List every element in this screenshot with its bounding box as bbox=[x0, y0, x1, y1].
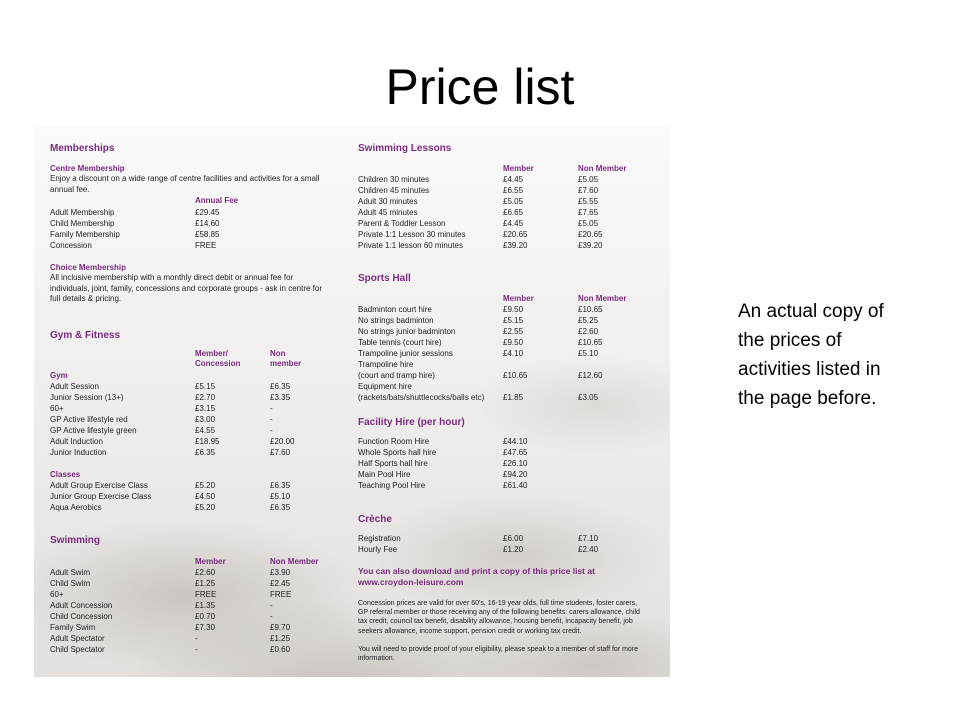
swimming-member-header: Member bbox=[195, 557, 226, 566]
row-non-member-price: £5.05 bbox=[578, 219, 599, 228]
table-row bbox=[50, 414, 350, 425]
sports-hall-heading: Sports Hall bbox=[358, 273, 411, 284]
row-non-member-price: £7.60 bbox=[578, 186, 599, 195]
row-non-member-price: £5.25 bbox=[578, 316, 599, 325]
table-row bbox=[358, 359, 658, 370]
row-non-member-price: - bbox=[270, 612, 273, 621]
row-member-price: £2.55 bbox=[503, 327, 524, 336]
row-label: Adult Swim bbox=[50, 568, 91, 577]
gym-non-member-header: Non member bbox=[270, 349, 302, 368]
row-label: Adult Spectator bbox=[50, 634, 105, 643]
row-label: Family Membership bbox=[50, 230, 120, 239]
table-row bbox=[50, 240, 350, 251]
table-row bbox=[358, 229, 658, 240]
table-row bbox=[50, 622, 350, 633]
row-label: Function Room Hire bbox=[358, 437, 430, 446]
table-row bbox=[358, 447, 658, 458]
table-row bbox=[50, 436, 350, 447]
row-member-price: £9.50 bbox=[503, 305, 524, 314]
row-non-member-price: £6.35 bbox=[270, 503, 291, 512]
table-row bbox=[358, 315, 658, 326]
row-member-price: £10.65 bbox=[503, 371, 528, 380]
row-non-member-price: - bbox=[270, 426, 273, 435]
row-member-price: £5.20 bbox=[195, 503, 216, 512]
row-member-price: £9.50 bbox=[503, 338, 524, 347]
row-member-price: - bbox=[195, 645, 198, 654]
row-label: (rackets/bats/shuttlecocks/balls etc) bbox=[358, 393, 485, 402]
row-non-member-price: £2.40 bbox=[578, 545, 599, 554]
table-row bbox=[50, 425, 350, 436]
row-label: Teaching Pool Hire bbox=[358, 481, 426, 490]
row-member-price: £39.20 bbox=[503, 241, 528, 250]
row-non-member-price: £12.60 bbox=[578, 371, 603, 380]
row-member-price: £6.35 bbox=[195, 448, 216, 457]
row-member-price: £3.15 bbox=[195, 404, 216, 413]
swimming-heading: Swimming bbox=[50, 535, 101, 546]
table-row bbox=[358, 480, 658, 491]
row-non-member-price: £9.70 bbox=[270, 623, 291, 632]
row-member-price: £6.65 bbox=[503, 208, 524, 217]
row-member-price: £4.45 bbox=[503, 219, 524, 228]
row-price: £26.10 bbox=[503, 459, 528, 468]
row-non-member-price: £0.60 bbox=[270, 645, 291, 654]
row-label: Adult 30 minutes bbox=[358, 197, 418, 206]
row-member-price: £1.20 bbox=[503, 545, 524, 554]
table-row bbox=[50, 392, 350, 403]
table-row bbox=[50, 502, 350, 513]
table-row bbox=[358, 469, 658, 480]
table-row bbox=[50, 611, 350, 622]
row-label: Trampoline hire bbox=[358, 360, 414, 369]
table-row bbox=[358, 240, 658, 251]
row-label: Private 1:1 Lesson 30 minutes bbox=[358, 230, 466, 239]
row-non-member-price: £20.00 bbox=[270, 437, 295, 446]
row-member-price: £1.25 bbox=[195, 579, 216, 588]
row-label: Child Concession bbox=[50, 612, 113, 621]
slide-caption: An actual copy of the prices of activities listed in the page before. bbox=[738, 301, 884, 409]
row-non-member-price: £3.05 bbox=[578, 393, 599, 402]
row-label: Adult Session bbox=[50, 382, 99, 391]
row-label: No strings junior badminton bbox=[358, 327, 456, 336]
row-non-member-price: £6.35 bbox=[270, 382, 291, 391]
row-non-member-price: £5.10 bbox=[270, 492, 291, 501]
row-label: Whole Sports hall hire bbox=[358, 448, 437, 457]
table-row bbox=[358, 326, 658, 337]
row-label: Hourly Fee bbox=[358, 545, 398, 554]
row-price: £94.20 bbox=[503, 470, 528, 479]
row-member-price: £18.95 bbox=[195, 437, 220, 446]
table-row bbox=[50, 480, 350, 491]
row-label: Registration bbox=[358, 534, 401, 543]
table-row bbox=[50, 567, 350, 578]
row-non-member-price: £3.35 bbox=[270, 393, 291, 402]
table-row bbox=[50, 207, 350, 218]
row-label: Adult Membership bbox=[50, 208, 115, 217]
table-row bbox=[50, 633, 350, 644]
row-price: £14.60 bbox=[195, 219, 220, 228]
download-note: You can also download and print a copy of this price list at www.croydon-leisure.com bbox=[358, 566, 595, 587]
row-member-price: £0.70 bbox=[195, 612, 216, 621]
table-row bbox=[358, 207, 658, 218]
table-row bbox=[358, 348, 658, 359]
table-row bbox=[358, 304, 658, 315]
row-price: £47.65 bbox=[503, 448, 528, 457]
table-row bbox=[358, 381, 658, 392]
choice-membership-heading: Choice Membership bbox=[50, 263, 127, 272]
row-non-member-price: £5.05 bbox=[578, 175, 599, 184]
row-non-member-price: £2.45 bbox=[270, 579, 291, 588]
row-non-member-price: £7.10 bbox=[578, 534, 599, 543]
table-row bbox=[50, 644, 350, 655]
row-member-price: £4.55 bbox=[195, 426, 216, 435]
row-label: GP Active lifestyle red bbox=[50, 415, 128, 424]
table-row bbox=[50, 589, 350, 600]
table-row bbox=[358, 370, 658, 381]
row-non-member-price: £3.90 bbox=[270, 568, 291, 577]
row-non-member-price: - bbox=[270, 601, 273, 610]
sports-hall-member-header: Member bbox=[503, 294, 534, 303]
row-label: Family Swim bbox=[50, 623, 96, 632]
row-price: £61.40 bbox=[503, 481, 528, 490]
centre-membership-description: Enjoy a discount on a wide range of centre facilities and activities for a small annual fee. bbox=[50, 174, 320, 194]
creche-heading: Crèche bbox=[358, 514, 392, 525]
row-label: Equipment hire bbox=[358, 382, 412, 391]
row-member-price: FREE bbox=[195, 590, 217, 599]
row-label: Adult 45 minutes bbox=[358, 208, 418, 217]
row-label: 60+ bbox=[50, 404, 64, 413]
row-member-price: £2.60 bbox=[195, 568, 216, 577]
table-row bbox=[358, 533, 658, 544]
table-row bbox=[358, 392, 658, 403]
row-price: £29.45 bbox=[195, 208, 220, 217]
table-row bbox=[50, 218, 350, 229]
row-non-member-price: £10.65 bbox=[578, 305, 603, 314]
row-member-price: £5.20 bbox=[195, 481, 216, 490]
row-label: Junior Induction bbox=[50, 448, 107, 457]
row-non-member-price: £1.25 bbox=[270, 634, 291, 643]
row-label: Junior Session (13+) bbox=[50, 393, 124, 402]
row-non-member-price: £7.60 bbox=[270, 448, 291, 457]
row-label: Adult Concession bbox=[50, 601, 113, 610]
row-label: (court and tramp hire) bbox=[358, 371, 435, 380]
row-label: Half Sports hall hire bbox=[358, 459, 428, 468]
row-member-price: £5.15 bbox=[195, 382, 216, 391]
row-label: Adult Group Exercise Class bbox=[50, 481, 148, 490]
table-row bbox=[50, 578, 350, 589]
table-row bbox=[358, 174, 658, 185]
table-row bbox=[50, 229, 350, 240]
row-non-member-price: £39.20 bbox=[578, 241, 603, 250]
row-member-price: £5.15 bbox=[503, 316, 524, 325]
row-member-price: £4.50 bbox=[195, 492, 216, 501]
row-price: £58.85 bbox=[195, 230, 220, 239]
row-label: 60+ bbox=[50, 590, 64, 599]
row-non-member-price: - bbox=[270, 415, 273, 424]
table-row bbox=[358, 436, 658, 447]
sports-hall-non-member-header: Non Member bbox=[578, 294, 627, 303]
row-member-price: £7.30 bbox=[195, 623, 216, 632]
row-non-member-price: - bbox=[270, 404, 273, 413]
swimming-non-member-header: Non Member bbox=[270, 557, 319, 566]
memberships-heading: Memberships bbox=[50, 143, 115, 154]
table-row bbox=[50, 491, 350, 502]
row-member-price: £4.10 bbox=[503, 349, 524, 358]
gym-fitness-heading: Gym & Fitness bbox=[50, 330, 121, 341]
row-label: Main Pool Hire bbox=[358, 470, 411, 479]
table-row bbox=[358, 218, 658, 229]
table-row bbox=[358, 196, 658, 207]
row-label: Trampoline junior sessions bbox=[358, 349, 453, 358]
table-row bbox=[358, 185, 658, 196]
facility-hire-heading: Facility Hire (per hour) bbox=[358, 417, 465, 428]
row-member-price: £1.85 bbox=[503, 393, 524, 402]
row-non-member-price: £7.65 bbox=[578, 208, 599, 217]
row-non-member-price: £10.65 bbox=[578, 338, 603, 347]
row-label: No strings badminton bbox=[358, 316, 434, 325]
row-member-price: £5.05 bbox=[503, 197, 524, 206]
table-row bbox=[50, 447, 350, 458]
row-label: GP Active lifestyle green bbox=[50, 426, 137, 435]
row-label: Child Membership bbox=[50, 219, 115, 228]
row-label: Table tennis (court hire) bbox=[358, 338, 442, 347]
row-label: Children 45 minutes bbox=[358, 186, 430, 195]
row-member-price: £4.45 bbox=[503, 175, 524, 184]
row-label: Parent & Toddler Lesson bbox=[358, 219, 446, 228]
row-non-member-price: £5.10 bbox=[578, 349, 599, 358]
gym-label: Gym bbox=[50, 371, 68, 380]
annual-fee-header: Annual Fee bbox=[195, 196, 239, 205]
row-member-price: £6.00 bbox=[503, 534, 524, 543]
row-label: Children 30 minutes bbox=[358, 175, 430, 184]
table-row bbox=[358, 544, 658, 555]
gym-member-header: Member/ Concession bbox=[195, 349, 241, 368]
row-member-price: £2.70 bbox=[195, 393, 216, 402]
table-row bbox=[358, 337, 658, 348]
table-row bbox=[50, 381, 350, 392]
table-row bbox=[50, 600, 350, 611]
row-non-member-price: £6.35 bbox=[270, 481, 291, 490]
row-label: Child Swim bbox=[50, 579, 91, 588]
row-member-price: £3.00 bbox=[195, 415, 216, 424]
row-member-price: £20.65 bbox=[503, 230, 528, 239]
row-member-price: - bbox=[195, 634, 198, 643]
lessons-member-header: Member bbox=[503, 164, 534, 173]
row-label: Adult Induction bbox=[50, 437, 103, 446]
choice-membership-description: All inclusive membership with a monthly direct debit or annual fee for individuals, joint, family, concessions and corporate groups - ask in centre for full details & pricing. bbox=[50, 273, 322, 303]
row-price: £44.10 bbox=[503, 437, 528, 446]
row-label: Junior Group Exercise Class bbox=[50, 492, 152, 501]
table-row bbox=[358, 458, 658, 469]
concession-note: Concession prices are valid for over 60's, 16-19 year olds, full time students, foster carers, GP referral member or those receiving any of the following benefits: carers allowance, child tax credit, council tax benefit, disability allowance, housing benefit, incapacity benefit, job seekers allowance, income support, pension credit or working tax credit. bbox=[358, 600, 640, 635]
proof-note: You will need to provide proof of your eligibility, please speak to a member of staff for more information. bbox=[358, 646, 639, 663]
lessons-non-member-header: Non Member bbox=[578, 164, 627, 173]
row-label: Badminton court hire bbox=[358, 305, 432, 314]
row-non-member-price: £5.55 bbox=[578, 197, 599, 206]
row-label: Private 1:1 lesson 60 minutes bbox=[358, 241, 463, 250]
centre-membership-heading: Centre Membership bbox=[50, 164, 125, 173]
row-non-member-price: £2.60 bbox=[578, 327, 599, 336]
classes-label: Classes bbox=[50, 470, 81, 479]
row-price: FREE bbox=[195, 241, 217, 250]
row-member-price: £6.55 bbox=[503, 186, 524, 195]
row-label: Aqua Aerobics bbox=[50, 503, 102, 512]
swimming-lessons-heading: Swimming Lessons bbox=[358, 143, 452, 154]
row-label: Concession bbox=[50, 241, 92, 250]
slide-title: Price list bbox=[385, 59, 575, 115]
row-non-member-price: FREE bbox=[270, 590, 292, 599]
price-list-document bbox=[34, 125, 670, 677]
row-non-member-price: £20.65 bbox=[578, 230, 603, 239]
row-member-price: £1.35 bbox=[195, 601, 216, 610]
table-row bbox=[50, 403, 350, 414]
row-label: Child Spectator bbox=[50, 645, 105, 654]
